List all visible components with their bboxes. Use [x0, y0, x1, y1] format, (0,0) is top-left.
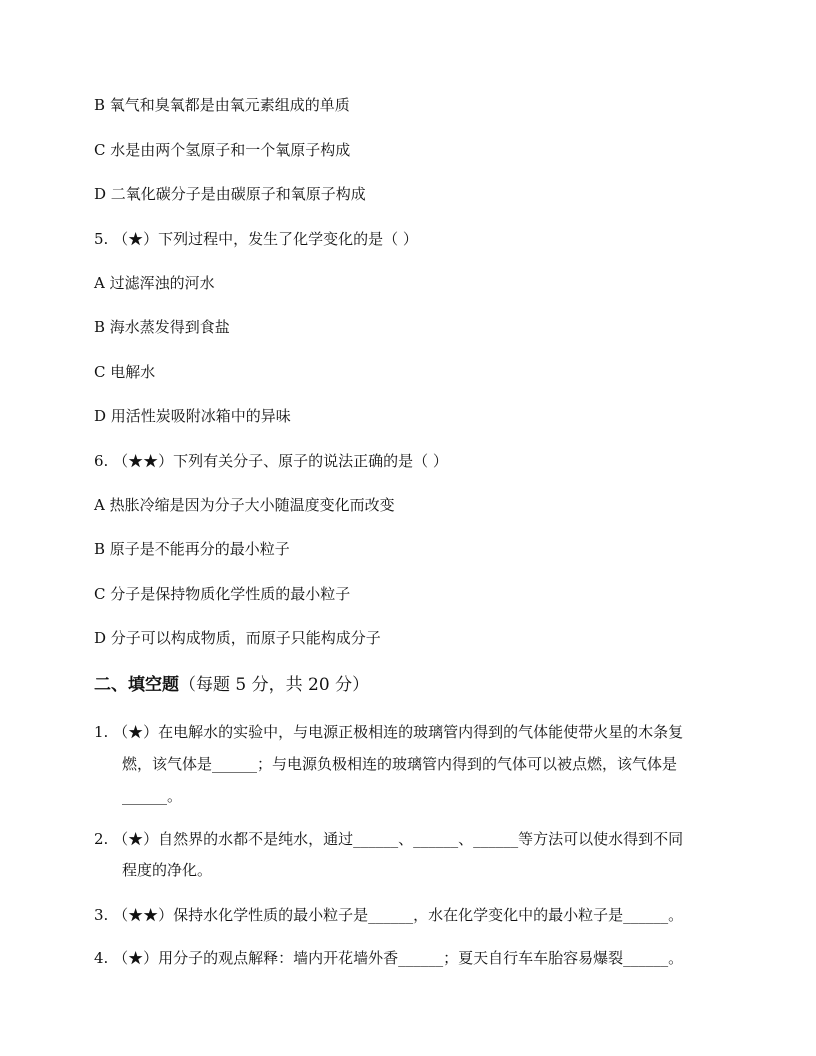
q6-option-a: A 热胀冷缩是因为分子大小随温度变化而改变 — [94, 496, 395, 514]
q6-option-b: B 原子是不能再分的最小粒子 — [94, 540, 290, 558]
fill-q2-line1: 2. （★）自然界的水都不是纯水，通过______、______、______等方法可以使水得到不同 — [94, 830, 684, 848]
section-heading — [94, 674, 369, 696]
q6-option-d: D 分子可以构成物质，而原子只能构成分子 — [94, 629, 381, 647]
q5-option-a: A 过滤浑浊的河水 — [94, 274, 215, 292]
fill-q4-line1: 4. （★）用分子的观点解释：墙内开花墙外香______；夏天自行车车胎容易爆裂______。 — [94, 949, 684, 967]
fill-q1-line1: 1. （★）在电解水的实验中，与电源正极相连的玻璃管内得到的气体能使带火星的木条复 — [94, 723, 684, 741]
q4-option-b: B 氧气和臭氧都是由氧元素组成的单质 — [94, 96, 350, 114]
q5-option-c: C 电解水 — [94, 363, 156, 381]
q6-stem: 6. （★★）下列有关分子、原子的说法正确的是（ ） — [94, 452, 448, 470]
q5-option-b: B 海水蒸发得到食盐 — [94, 318, 230, 336]
fill-q3-line1: 3. （★★）保持水化学性质的最小粒子是______，水在化学变化中的最小粒子是______。 — [94, 906, 684, 924]
fill-q1-line3: ______。 — [122, 787, 183, 805]
q4-option-d: D 二氧化碳分子是由碳原子和氧原子构成 — [94, 185, 366, 203]
q5-stem: 5. （★）下列过程中，发生了化学变化的是（ ） — [94, 230, 418, 248]
q4-option-c: C 水是由两个氢原子和一个氧原子构成 — [94, 141, 351, 159]
q6-option-c: C 分子是保持物质化学性质的最小粒子 — [94, 585, 351, 603]
section-scoring-note: （每题 5 分，共 20 分） — [179, 675, 370, 695]
section-title: 二、填空题 — [94, 675, 179, 695]
q5-option-d: D 用活性炭吸附冰箱中的异味 — [94, 407, 291, 425]
fill-q1-line2: 燃，该气体是______；与电源负极相连的玻璃管内得到的气体可以被点燃，该气体是 — [122, 755, 678, 773]
fill-q2-line2: 程度的净化。 — [122, 861, 213, 879]
